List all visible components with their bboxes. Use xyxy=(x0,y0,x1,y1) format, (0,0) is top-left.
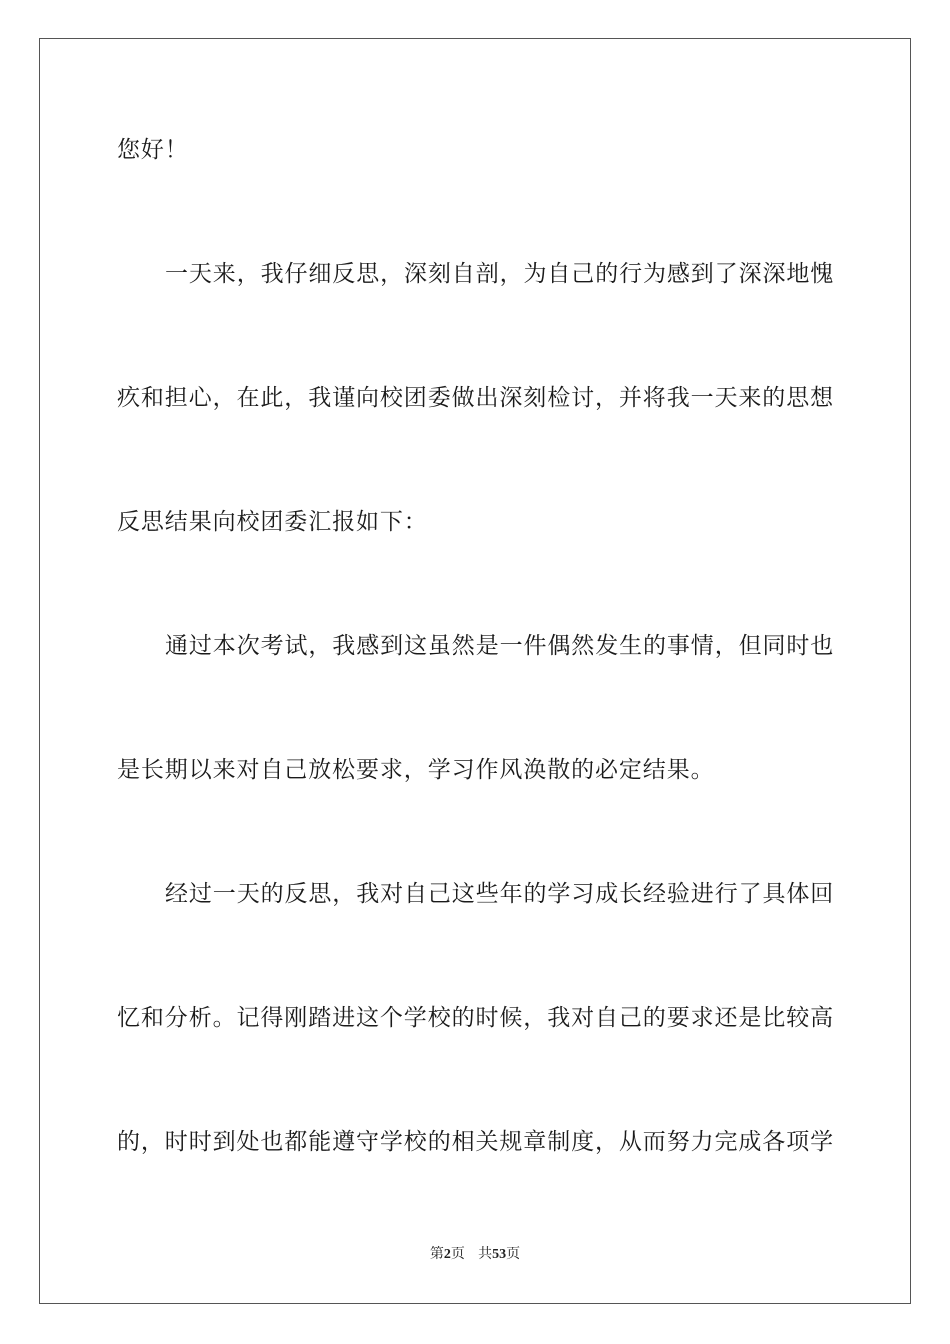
page-footer xyxy=(0,1245,950,1264)
page-frame xyxy=(39,38,911,1304)
page-number: 2 xyxy=(443,1247,451,1262)
page-prefix: 第 xyxy=(429,1246,444,1262)
paragraph-line: 通过本次考试，我感到这虽然是一件偶然发生的事情，但同时也 xyxy=(165,633,835,659)
greeting: 您好！ xyxy=(117,137,189,163)
total-prefix: 共 xyxy=(478,1246,493,1262)
paragraph-line: 反思结果向校团委汇报如下： xyxy=(117,509,428,535)
total-suffix: 页 xyxy=(506,1246,521,1262)
paragraph-line: 一天来，我仔细反思，深刻自剖，为自己的行为感到了深深地愧 xyxy=(165,261,835,287)
paragraph-line: 是长期以来对自己放松要求，学习作风涣散的必定结果。 xyxy=(117,757,715,783)
paragraph-line: 经过一天的反思，我对自己这些年的学习成长经验进行了具体回 xyxy=(165,881,835,907)
paragraph-line: 疚和担心，在此，我谨向校团委做出深刻检讨，并将我一天来的思想 xyxy=(117,385,834,411)
paragraph-line: 的，时时到处也都能遵守学校的相关规章制度，从而努力完成各项学 xyxy=(117,1129,834,1155)
page-suffix: 页 xyxy=(450,1246,465,1262)
paragraph-line: 忆和分析。记得刚踏进这个学校的时候，我对自己的要求还是比较高 xyxy=(117,1005,834,1031)
total-pages: 53 xyxy=(492,1247,507,1262)
